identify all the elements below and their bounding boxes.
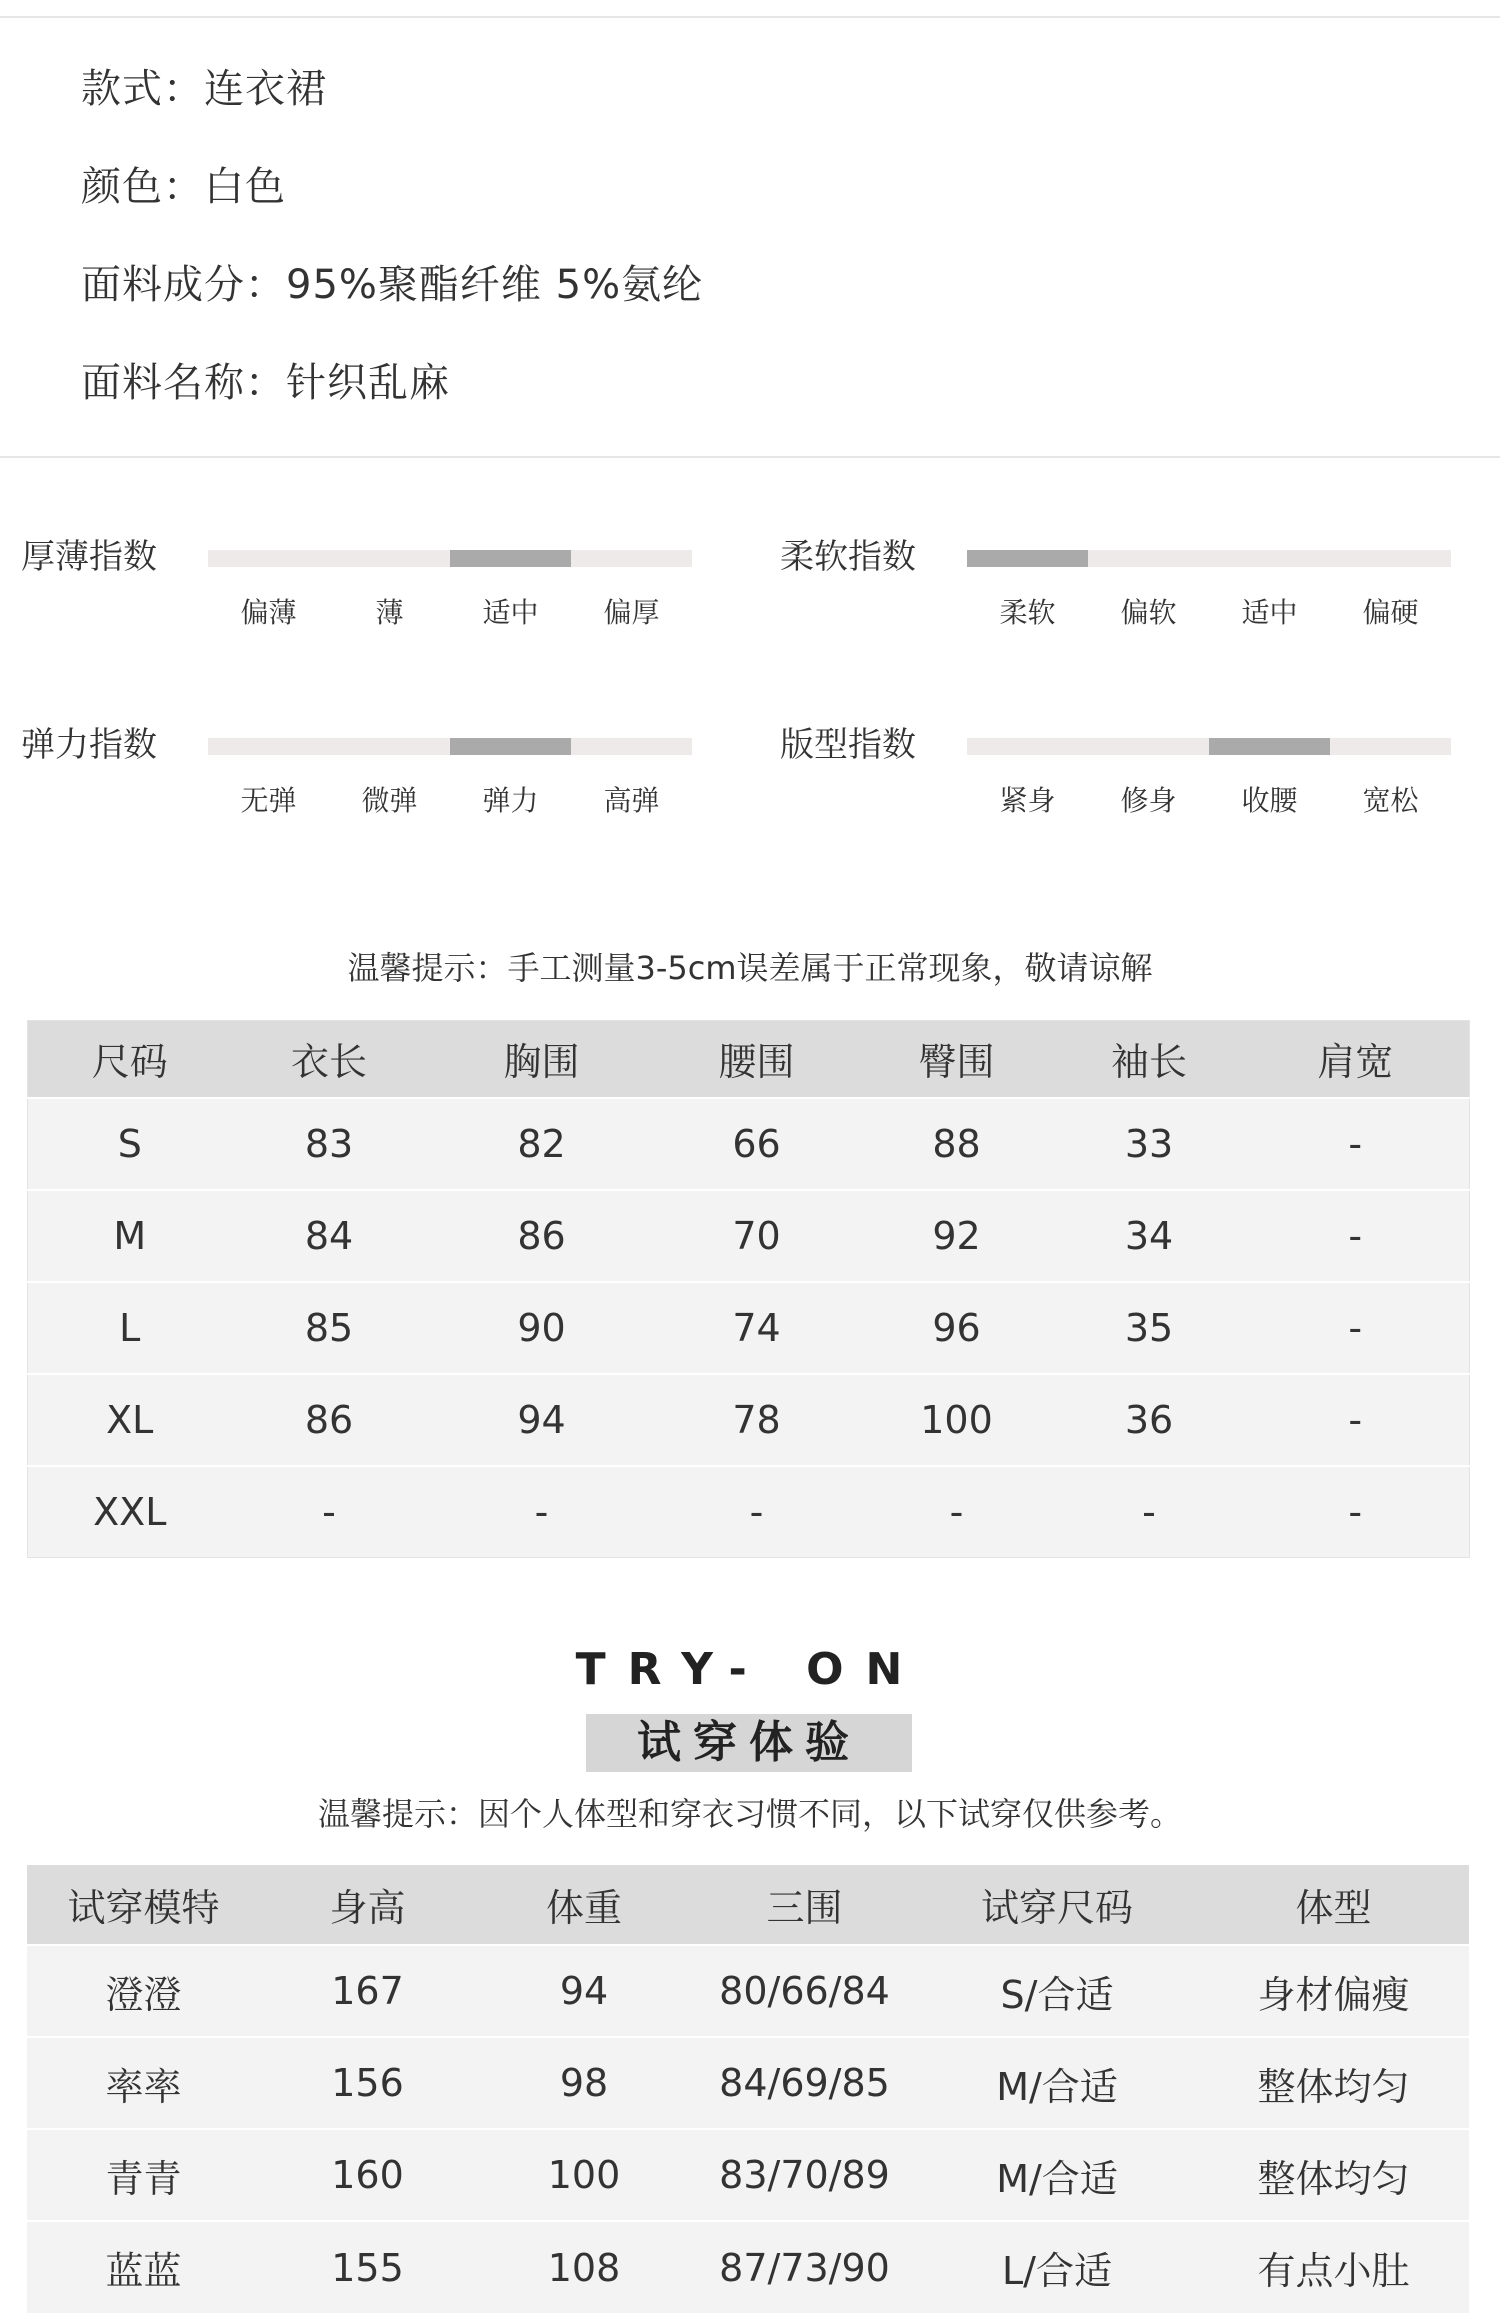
fabric-name-line: 面料名称：针织乱麻 <box>81 360 450 406</box>
table-cell: 整体均匀 <box>1198 2037 1469 2129</box>
table-cell: 35 <box>1057 1282 1242 1374</box>
index-label: 修身 <box>1120 784 1177 817</box>
header-cell: 袖长 <box>1057 1021 1242 1098</box>
table-cell: - <box>657 1466 857 1558</box>
table-cell: 84 <box>232 1190 427 1282</box>
index-label: 适中 <box>1241 596 1298 629</box>
table-cell: 34 <box>1057 1190 1242 1282</box>
color-line: 颜色：白色 <box>81 164 286 210</box>
table-row <box>28 1466 1470 1558</box>
table-row <box>27 2037 1469 2129</box>
header-cell: 衣长 <box>232 1021 427 1098</box>
index-title: 厚薄指数 <box>21 537 157 577</box>
index-label: 偏硬 <box>1362 596 1419 629</box>
index-label: 紧身 <box>999 784 1056 817</box>
index-title: 版型指数 <box>780 725 916 765</box>
index-track <box>967 738 1451 755</box>
table-cell: - <box>427 1466 657 1558</box>
header-cell: 试穿模特 <box>27 1865 260 1945</box>
table-cell: 83 <box>232 1098 427 1190</box>
header-cell: 三围 <box>693 1865 916 1945</box>
table-row <box>28 1374 1470 1466</box>
table-row <box>27 2129 1469 2221</box>
index-fill <box>967 550 1088 567</box>
table-cell: 96 <box>857 1282 1057 1374</box>
table-cell: XXL <box>28 1466 232 1558</box>
table-row <box>27 2221 1469 2313</box>
header-cell: 身高 <box>260 1865 475 1945</box>
table-cell: 92 <box>857 1190 1057 1282</box>
table-row <box>28 1190 1470 1282</box>
table-cell: L/合适 <box>916 2221 1198 2313</box>
table-cell: 身材偏瘦 <box>1198 1945 1469 2037</box>
index-labels <box>208 779 692 823</box>
top-divider <box>0 16 1500 18</box>
table-cell: 86 <box>232 1374 427 1466</box>
table-cell: 88 <box>857 1098 1057 1190</box>
index-track <box>208 550 692 567</box>
table-cell: 青青 <box>27 2129 260 2221</box>
table-cell: 167 <box>260 1945 475 2037</box>
table-cell: 78 <box>657 1374 857 1466</box>
table-cell: 84/69/85 <box>693 2037 916 2129</box>
table-cell: L <box>28 1282 232 1374</box>
size-tip: 温馨提示：手工测量3-5cm误差属于正常现象，敬请谅解 <box>347 949 1153 987</box>
header-cell: 体型 <box>1198 1865 1469 1945</box>
elasticity-index <box>21 721 721 851</box>
table-cell: 156 <box>260 2037 475 2129</box>
tryon-header-row <box>27 1865 1469 1945</box>
table-cell: 94 <box>475 1945 693 2037</box>
table-cell: 澄澄 <box>27 1945 260 2037</box>
index-fill <box>1209 738 1330 755</box>
table-cell: 70 <box>657 1190 857 1282</box>
table-row <box>28 1282 1470 1374</box>
table-cell: 87/73/90 <box>693 2221 916 2313</box>
table-cell: 36 <box>1057 1374 1242 1466</box>
info-divider <box>0 456 1500 458</box>
table-cell: 83/70/89 <box>693 2129 916 2221</box>
table-cell: 66 <box>657 1098 857 1190</box>
table-cell: 155 <box>260 2221 475 2313</box>
index-label: 收腰 <box>1241 784 1298 817</box>
tryon-title-en: TRY- ON <box>575 1644 925 1695</box>
tryon-tip: 温馨提示：因个人体型和穿衣习惯不同，以下试穿仅供参考。 <box>317 1795 1182 1833</box>
index-labels <box>967 591 1451 635</box>
index-label: 偏厚 <box>603 596 660 629</box>
size-table <box>27 1020 1470 1558</box>
softness-index <box>780 533 1480 663</box>
product-info <box>81 40 703 432</box>
thickness-index <box>21 533 721 663</box>
size-header-row <box>28 1021 1470 1098</box>
table-cell: 94 <box>427 1374 657 1466</box>
table-cell: - <box>232 1466 427 1558</box>
header-cell: 尺码 <box>28 1021 232 1098</box>
table-cell: 86 <box>427 1190 657 1282</box>
header-cell: 腰围 <box>657 1021 857 1098</box>
style-line: 款式：连衣裙 <box>81 66 327 112</box>
table-cell: 82 <box>427 1098 657 1190</box>
table-cell: 有点小肚 <box>1198 2221 1469 2313</box>
table-row <box>27 1945 1469 2037</box>
tryon-table <box>27 1865 1469 2313</box>
index-fill <box>450 550 571 567</box>
fit-index <box>780 721 1480 851</box>
table-cell: 33 <box>1057 1098 1242 1190</box>
tryon-title-cn: 试穿体验 <box>637 1717 861 1768</box>
table-cell: 整体均匀 <box>1198 2129 1469 2221</box>
table-cell: - <box>1057 1466 1242 1558</box>
header-cell: 试穿尺码 <box>916 1865 1198 1945</box>
header-cell: 臀围 <box>857 1021 1057 1098</box>
table-cell: 100 <box>475 2129 693 2221</box>
table-cell: - <box>1242 1282 1470 1374</box>
table-cell: 90 <box>427 1282 657 1374</box>
table-cell: - <box>1242 1098 1470 1190</box>
index-label: 微弹 <box>361 784 418 817</box>
index-title: 弹力指数 <box>21 725 157 765</box>
table-cell: 100 <box>857 1374 1057 1466</box>
index-label: 适中 <box>482 596 539 629</box>
index-track <box>967 550 1451 567</box>
index-label: 柔软 <box>999 596 1056 629</box>
table-row <box>28 1098 1470 1190</box>
index-label: 偏软 <box>1120 596 1177 629</box>
header-cell: 胸围 <box>427 1021 657 1098</box>
header-cell: 肩宽 <box>1242 1021 1470 1098</box>
table-cell: - <box>1242 1190 1470 1282</box>
table-cell: 蓝蓝 <box>27 2221 260 2313</box>
table-cell: 率率 <box>27 2037 260 2129</box>
index-label: 宽松 <box>1362 784 1419 817</box>
table-cell: M/合适 <box>916 2129 1198 2221</box>
table-cell: 85 <box>232 1282 427 1374</box>
table-cell: 98 <box>475 2037 693 2129</box>
index-label: 高弹 <box>603 784 660 817</box>
table-cell: XL <box>28 1374 232 1466</box>
table-cell: - <box>857 1466 1057 1558</box>
index-label: 无弹 <box>240 784 297 817</box>
header-cell: 体重 <box>475 1865 693 1945</box>
table-cell: S/合适 <box>916 1945 1198 2037</box>
fabric-composition-line: 面料成分：95%聚酯纤维 5%氨纶 <box>81 262 704 308</box>
index-track <box>208 738 692 755</box>
index-label: 薄 <box>375 596 404 629</box>
index-label: 偏薄 <box>240 596 297 629</box>
index-labels <box>208 591 692 635</box>
table-cell: M/合适 <box>916 2037 1198 2129</box>
table-cell: 74 <box>657 1282 857 1374</box>
tryon-title-box <box>586 1714 912 1772</box>
table-cell: 160 <box>260 2129 475 2221</box>
index-title: 柔软指数 <box>780 537 916 577</box>
table-cell: 80/66/84 <box>693 1945 916 2037</box>
table-cell: - <box>1242 1374 1470 1466</box>
index-fill <box>450 738 571 755</box>
index-label: 弹力 <box>482 784 539 817</box>
table-cell: 108 <box>475 2221 693 2313</box>
index-labels <box>967 779 1451 823</box>
table-cell: - <box>1242 1466 1470 1558</box>
table-cell: M <box>28 1190 232 1282</box>
table-cell: S <box>28 1098 232 1190</box>
